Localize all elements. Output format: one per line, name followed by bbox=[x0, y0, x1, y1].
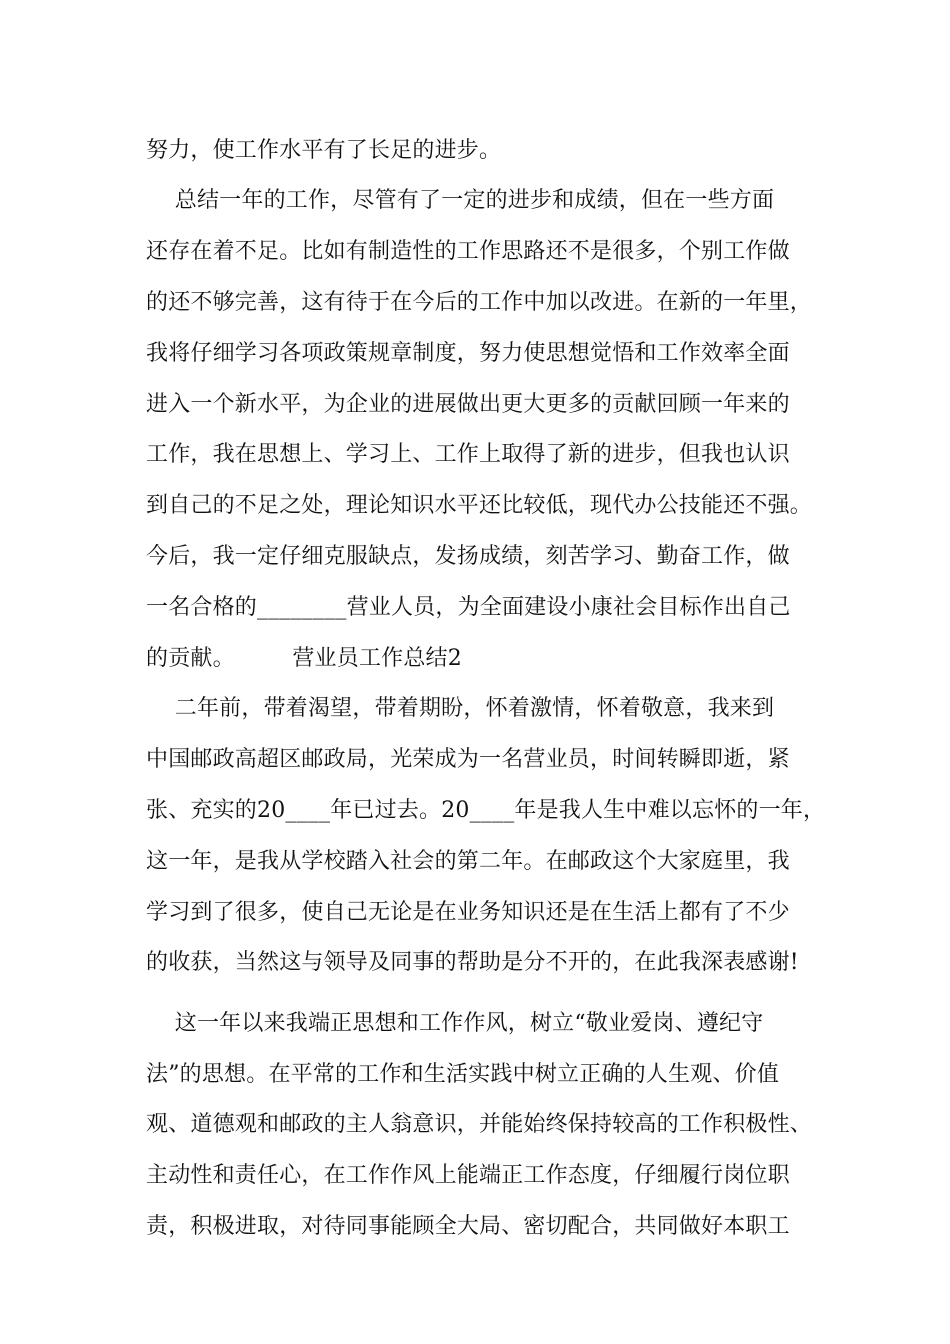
text-line: 总结一年的工作，尽管有了一定的进步和成绩，但在一些方面 bbox=[146, 188, 775, 213]
text-line: 今后，我一定仔细克服缺点，发扬成绩，刻苦学习、勤奋工作，做 bbox=[146, 544, 790, 569]
text-line: 还存在着不足。比如有制造性的工作思路还不是很多，个别工作做 bbox=[146, 239, 790, 264]
text-line: 这一年以来我端正思想和工作作风，树立“敬业爱岗、遵纪守 bbox=[146, 1011, 764, 1036]
text-line: 的还不够完善，这有待于在今后的工作中加以改进。在新的一年里， bbox=[146, 290, 813, 315]
text-line: 的收获，当然这与领导及同事的帮助是分不开的，在此我深表感谢! bbox=[146, 950, 799, 975]
text-line: 主动性和责任心，在工作作风上能端正工作态度，仔细履行岗位职 bbox=[146, 1163, 790, 1188]
text-line: 一名合格的________营业人员，为全面建设小康社会目标作出自己 bbox=[146, 595, 791, 620]
text-line: 观、道德观和邮政的主人翁意识，并能始终保持较高的工作积极性、 bbox=[146, 1112, 813, 1137]
text-line: 工作，我在思想上、学习上、工作上取得了新的进步，但我也认识 bbox=[146, 442, 790, 467]
text-line: 这一年，是我从学校踏入社会的第二年。在邮政这个大家庭里，我 bbox=[146, 849, 790, 874]
text-line: 中国邮政高超区邮政局，光荣成为一名营业员，时间转瞬即逝，紧 bbox=[146, 747, 790, 772]
text-line: 进入一个新水平，为企业的进展做出更大更多的贡献回顾一年来的 bbox=[146, 392, 790, 417]
text-line: 二年前，带着渴望，带着期盼，怀着激情，怀着敬意，我来到 bbox=[146, 696, 775, 721]
section-heading-line: 的贡献。 营业员工作总结2 bbox=[146, 646, 462, 671]
text-line: 努力，使工作水平有了长足的进步。 bbox=[146, 138, 502, 163]
text-line: 到自己的不足之处，理论知识水平还比较低，现代办公技能还不强。 bbox=[146, 493, 813, 518]
text-line: 张、充实的20____年已过去。20____年是我人生中难以忘怀的一年， bbox=[146, 798, 826, 823]
text-line: 责，积极进取，对待同事能顾全大局、密切配合，共同做好本职工 bbox=[146, 1214, 790, 1239]
text-line: 我将仔细学习各项政策规章制度，努力使思想觉悟和工作效率全面 bbox=[146, 341, 790, 366]
text-line: 法”的思想。在平常的工作和生活实践中树立正确的人生观、价值 bbox=[146, 1062, 780, 1087]
text-line: 学习到了很多，使自己无论是在业务知识还是在生活上都有了不少 bbox=[146, 900, 790, 925]
